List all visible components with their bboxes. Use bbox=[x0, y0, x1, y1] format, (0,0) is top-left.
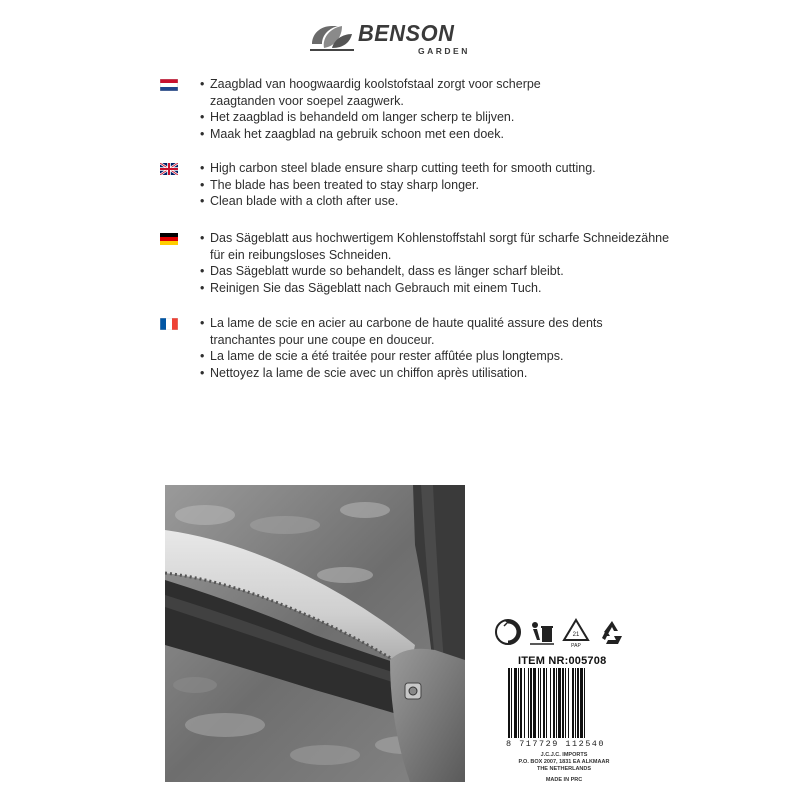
item-number: ITEM NR:005708 bbox=[518, 655, 607, 667]
flag-uk-icon bbox=[160, 163, 178, 175]
list-item: • Reinigen Sie das Sägeblatt nach Gebrauch mit einem Tuch. bbox=[200, 280, 542, 295]
item-list bbox=[200, 230, 669, 296]
item-list bbox=[200, 315, 603, 381]
list-item: • Nettoyez la lame de scie avec un chiffon après utilisation. bbox=[200, 365, 528, 380]
recycle-icon bbox=[598, 618, 626, 648]
address-line: THE NETHERLANDS bbox=[536, 766, 592, 772]
green-dot-icon bbox=[494, 618, 522, 648]
svg-text:PAP: PAP bbox=[571, 643, 581, 648]
list-item: • Maak het zaagblad na gebruik schoon met een doek. bbox=[200, 126, 504, 141]
brand-tagline: GARDEN bbox=[418, 46, 470, 56]
list-item: • Clean blade with a cloth after use. bbox=[200, 194, 399, 208]
svg-text:21: 21 bbox=[572, 632, 580, 638]
address-line: J.C.J.C. IMPORTS bbox=[540, 752, 588, 758]
importer-address bbox=[496, 752, 632, 784]
made-in-label: MADE IN PRC bbox=[545, 777, 583, 783]
recycling-icons bbox=[494, 618, 634, 658]
list-item: • Het zaagblad is behandeld om langer scherp te blijven. bbox=[200, 110, 515, 124]
list-item: • High carbon steel blade ensure sharp cutting teeth for smooth cutting. bbox=[200, 161, 596, 175]
barcode bbox=[506, 668, 622, 738]
list-item: • La lame de scie a été traitée pour rester affûtée plus longtemps. bbox=[200, 349, 564, 363]
brand-logo bbox=[308, 18, 488, 58]
list-item: • Das Sägeblatt wurde so behandelt, dass es länger scharf bleibt. bbox=[200, 264, 564, 278]
pap-recycle-icon bbox=[562, 618, 590, 648]
list-item: • Zaagblad van hoogwaardig koolstofstaal zorgt voor scherpe zaagtanden voor soepel zaagwerk. bbox=[200, 77, 541, 108]
leaf-logo-icon bbox=[308, 18, 358, 58]
flag-nl-icon bbox=[160, 79, 178, 91]
brand-name: BENSON bbox=[358, 20, 455, 46]
flag-de-icon bbox=[160, 233, 178, 245]
address-line: P.O. BOX 2007, 1831 EA ALKMAAR bbox=[518, 759, 610, 765]
item-list bbox=[200, 160, 596, 210]
list-item: • La lame de scie en acier au carbone de haute qualité assure des dents tranchantes pour une coupe en douceur. bbox=[200, 316, 603, 347]
barcode-digits: 8 717729 112540 bbox=[506, 739, 606, 749]
product-photo bbox=[165, 485, 465, 782]
list-item: • The blade has been treated to stay sharp longer. bbox=[200, 177, 479, 192]
flag-fr-icon bbox=[160, 318, 178, 330]
list-item: • Das Sägeblatt aus hochwertigem Kohlenstoffstahl sorgt für scharfe Schneidezähne für ein reibungsloses Schneiden. bbox=[200, 231, 670, 262]
bin-icon bbox=[528, 618, 556, 648]
item-list bbox=[200, 76, 541, 142]
